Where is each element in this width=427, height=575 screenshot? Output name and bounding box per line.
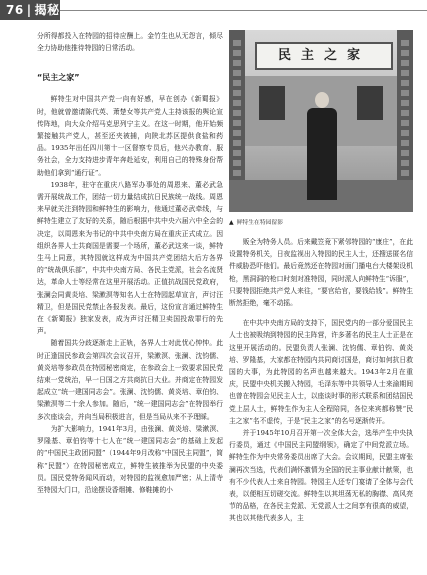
intro-paragraph: 分所得都投入在特园的招待应酬上。金竹生也从无怨言，倾尽全力协助他推待特园的日常活动。: [37, 32, 223, 53]
body-paragraph: 随着国共分歧逐渐走上正轨，各界人士对此忧心忡忡。此时正逢国民参政会第四次会议召开，梁漱溟、张澜、沈钧儒、黄炎培等参政员在特园秘密商定，在参政会上一致要求国民党结束一党统治，早一日国之方共商抗日大业。并商定在特园发起成立“统一建国同志会”。张澜、沈钧儒、黄炎培、章伯钧、梁漱溟等二十余人参加。随后，“统一建国同志会”在特园举行多次座谈会，并向当局积极进言，但是当局从来不予理睬。: [37, 339, 223, 421]
triangle-marker-icon: ▲: [229, 219, 234, 226]
body-paragraph: 1938年，驻守在重庆八路军办事处的周恩来、董必武急需开展统战工作，团结一切力量结成抗日民族统一战线。周恩来早就关注到特园和鲜特生的影响力，他通过董必武牵线，与鲜特生建立了友好的关系，随后根据中共中央六届六中全会的决定，以周恩来为书记的中共中央南方局在重庆正式成立。因组织各界人士共商国是需要一个场所，董必武这来一谈，鲜特生马上同意，其特园就这样成为中国共产党团结大后方各界的“统战俱乐部”，中共中央南方局、各民主党派，社会名流贤达，革命人士等经常在这里开展活动。正值抗战国民党政府，张澜会同黄炎培、梁漱溟等知名人士在特园起草宣言，声讨汪精卫，但是国民党禁止各报发表。最后，这份宣言通过鲜特生在《新蜀报》独家发表，成为声讨汪精卫卖国投敌罪行的先声。: [37, 180, 223, 336]
person-figure: [307, 108, 337, 200]
body-paragraph: 在中共中央南方局的支持下，国民党内的一部分爱国民主人士也被吸纳到特园的民主阵营，许多著名的民主人士正是在这里开展活动的。民盟负责人张澜、沈钧儒、章伯钧、黄炎培、罗隆基，大家都在特园内共同商讨国是，商讨如何抗日救国的大事，为此特园的名声也越来越大。1943年2月在重庆，民盟中央机关搬入特园，毛泽东等中共领导人士来渝期间也曾在特园会见民主人士，以座谈时事的形式联系和团结国民党上层人士，鲜特生作为主人全程陪同，各位来宾都称赞“民主之家”名不虚传，于是“民主之家”的名号逐渐传开。: [229, 319, 413, 425]
section-title: “民主之家”: [37, 73, 80, 83]
body-paragraph: 贩全为特务人员。后来戴笠竟下紧邻特园的“康庄”，在此设置特务机关，日夜监视出入特园的民主人士，还搜送匿名信件威胁恐吓他们。最后竟然还在特园对面门播电台大楼架设机枪，黑洞洞的枪口时刻对准特园，同时派人向鲜特生“诉服”，只要特园拒绝共产党人来往，“要官给官，要钱给钱”。鲜特生断然拒绝，毫不动摇。: [229, 238, 413, 308]
body-paragraph: 为扩大影响力，1941年3月，由张澜、黄炎培、梁漱溟、罗隆基、章伯钧等十七人在“统一建国同志会”的基础上发起的“中国民主政团同盟”（1944年9月改称“中国民主同盟”，简称“民盟”）在特园秘密成立，鲜特生被推举为民盟的中央委员。国民党特务闻风而动，对特园的监视愈加严密；从上清寺至特园大门口，沿途摆设香烟摊、修鞋摊的小: [37, 424, 223, 494]
photo-caption: [229, 217, 413, 226]
minzhu-zhijia-sign: 民主之家: [255, 42, 393, 70]
header-rule: [60, 10, 427, 11]
caption-text: 鲜特生在特园留影: [236, 220, 284, 226]
body-paragraph: 鲜特生对中国共产党一向有好感，早在创办《新蜀报》时，他就曾邀请陈代英、萧楚女等共产党人主持该报的舆论宣传阵地，向大众介绍马克思列宁主义。在这一时期，他开始频繁接触共产党人，甚至还夹被捕，向陕北苏区提供食盐和药品。1935年出任四川第十一区督察专员后，他兴办教育、服务社会，全力支持进步青年奔赴延安，利用自己的特殊身份帮助他们拿到“通行证”。: [37, 95, 223, 177]
left-column: [37, 30, 223, 496]
body-paragraph: 并于1945年10月召开第一次全体大会，选举产生中央执行委员，通过《中国民主同盟纲领》，确定了中间党派立场。鲜特生作为中央常务委员出席了大会。会议期间，民盟主席张澜再次当选，代表们满怀激情为全国的民主事业献计献策，也有不少代表人士来自特园。特园主人还专门宴请了全体与会代表，以便相互切磋交流。鲜特生以其坦荡无私的胸襟、高风亮节的品格，在各民主党派、无党派人士之间享有很高的威望，其也以其他代表多人，主: [229, 429, 413, 523]
header-separator: |: [26, 3, 32, 17]
page-number: 76: [6, 3, 24, 17]
page-header: [0, 0, 427, 20]
right-column: [229, 30, 413, 525]
historical-photo: [229, 30, 413, 212]
page-number-box: [0, 0, 60, 20]
running-title: 揭秘: [34, 3, 60, 17]
